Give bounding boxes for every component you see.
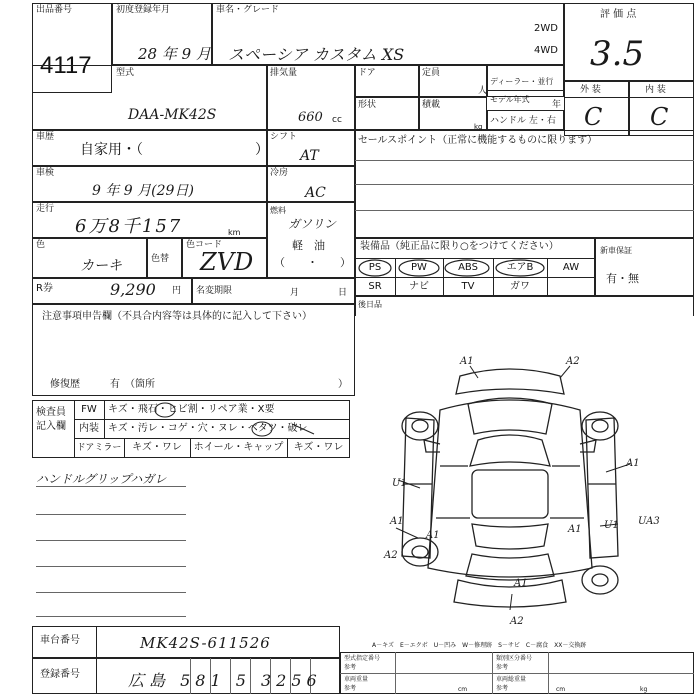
equip-pw: PW — [411, 262, 427, 273]
disp-label: 排気量 — [270, 68, 298, 78]
mark-front-right: A2 — [566, 356, 580, 367]
color-code-value: ZVD — [200, 248, 254, 276]
mark-left-a1: A1 — [390, 516, 404, 527]
damage-leaders — [396, 366, 630, 610]
mileage-unit: km — [228, 228, 241, 237]
fuel-bracket: （ ・ ） — [274, 256, 351, 269]
ext-label: 外 装 — [580, 85, 601, 95]
equip-aw: AW — [562, 262, 580, 273]
chassis-label: 車台番号 — [40, 635, 80, 646]
cap-label: 定員 — [422, 68, 441, 78]
equip-sr: SR — [368, 281, 382, 292]
disp-value: 660 — [298, 110, 323, 125]
inspector-label-2: 記入欄 — [36, 421, 66, 432]
inspector-interior-items: キズ・汚レ・コゲ・穴・ヌレ・ベタツ・破レ — [108, 423, 308, 434]
recycle-label: R券 — [36, 283, 53, 294]
int-value: C — [650, 103, 669, 131]
expiry-label: 名変期限 — [196, 286, 233, 296]
inspector-wheel: ホイール・キャップ — [193, 442, 284, 453]
mark-left-lower: A1 — [426, 530, 440, 541]
inspector-marks — [32, 400, 350, 458]
car-outline — [402, 369, 618, 607]
form-unit-cm-2: cm — [556, 686, 566, 693]
inspector-fw: FW — [81, 404, 97, 415]
door-label: ドア — [358, 68, 376, 78]
mark-left-wheel: A2 — [384, 550, 398, 561]
inspector-mirror-items: キズ・ワレ — [132, 442, 182, 453]
repair-label: 修復歴 — [50, 379, 80, 390]
mark-right-u1: U1 — [604, 520, 619, 531]
shape-label: 形状 — [358, 100, 377, 110]
cool-value: AC — [305, 185, 326, 201]
mark-right-a1: A1 — [626, 458, 640, 469]
inspector-interior: 内装 — [79, 423, 99, 434]
car-damage-diagram — [360, 348, 700, 626]
load-label: 積載 — [422, 100, 441, 110]
load-unit: kg — [474, 123, 483, 131]
drive-4wd: 4WD — [534, 45, 558, 56]
notes-label: 注意事項申告欄（不具合内容等は具体的に記入して下さい） — [42, 311, 312, 322]
reg-label: 登録番号 — [40, 669, 80, 680]
inspection-value: 9 年 9 月(29日) — [92, 183, 194, 199]
history-value: 自家用・（ ） — [80, 142, 269, 158]
equip-navi: ナビ — [409, 281, 429, 292]
repair-close: ） — [338, 379, 348, 390]
handle-label: ハンドル 左・右 — [490, 116, 556, 126]
after-label: 後日品 — [358, 300, 382, 309]
first-reg-value: 28 年 9 月 — [138, 45, 211, 63]
form-label-3: 車両重量 — [344, 676, 369, 683]
mark-rear-a1: A1 — [514, 578, 528, 589]
equip-abs: ABS — [458, 262, 478, 273]
type-label: 型式 — [116, 68, 135, 78]
equipment-grid — [355, 258, 595, 296]
drive-2wd: 2WD — [534, 23, 558, 34]
dealer-label: ディーラー・並行 — [490, 77, 554, 86]
equipment-label: 装備品（純正品に限り○をつけてください） — [360, 241, 559, 252]
model-year-label: モデル年式 — [490, 95, 530, 104]
reg-value: 広島 581 5 3256 — [128, 671, 322, 690]
equipment-circles — [355, 258, 595, 296]
score-value: 3.5 — [590, 34, 645, 74]
int-label: 内 装 — [645, 85, 666, 95]
warranty-value: 有・無 — [606, 272, 639, 285]
mileage-value: 6万8千157 — [75, 216, 183, 237]
fuel-label: 燃料 — [270, 206, 286, 215]
shift-value: AT — [300, 148, 319, 164]
light-oil-label: 軽 油 — [292, 239, 325, 252]
equip-gawa: ガワ — [510, 281, 530, 292]
inspector-table — [32, 400, 350, 458]
type-value: DAA-MK42S — [128, 107, 217, 123]
first-reg-label: 初度登録年月 — [116, 5, 171, 15]
inspector-label-1: 検査員 — [36, 407, 66, 418]
inspector-mirror: ドアミラー — [76, 443, 122, 453]
form-ref-3: 参考 — [344, 685, 357, 692]
name-label: 車名・グレード — [216, 5, 280, 15]
cap-unit: 人 — [478, 86, 488, 96]
history-label: 車歴 — [36, 132, 55, 142]
inspector-wheel-items: キズ・ワレ — [293, 442, 344, 453]
lot-number: 4117 — [40, 52, 92, 79]
recycle-unit: 円 — [172, 286, 182, 296]
color-value: カーキ — [80, 258, 122, 274]
model-year-unit: 年 — [552, 100, 562, 110]
form-ref-1: 参考 — [344, 664, 357, 671]
expiry-month: 月 — [290, 288, 300, 298]
repair-value: 有 （箇所 — [110, 379, 155, 390]
form-label-1: 型式指定番号 — [344, 655, 381, 662]
mark-left-u1: U1 — [392, 478, 407, 489]
ext-value: C — [584, 103, 603, 131]
form-unit-cm-1: cm — [458, 686, 468, 693]
equip-airbag: エアB — [506, 262, 534, 273]
name-value: スペーシア カスタム XS — [228, 45, 405, 64]
recycle-value: 9,290 — [110, 280, 156, 299]
form-label-4: 車両総重量 — [496, 676, 527, 683]
equip-tv: TV — [461, 281, 475, 292]
handwritten-note: ハンドルグリップハガレ — [36, 472, 167, 486]
color-change-label: 色替 — [151, 254, 170, 264]
damage-legend: A－キズ E－エクボ U－凹み W－修理跡 S－サビ C－腐食 XX－交換跡 — [372, 642, 587, 649]
mark-right-ua3: UA3 — [638, 516, 660, 527]
score-label: 評 価 点 — [600, 9, 637, 20]
warranty-label: 新車保証 — [600, 246, 632, 255]
lot-label: 出品番号 — [36, 5, 73, 15]
form-unit-kg: kg — [640, 686, 648, 693]
color-label: 色 — [36, 240, 46, 250]
chassis-value: MK42S-611526 — [140, 634, 271, 652]
disp-unit: cc — [332, 115, 342, 125]
expiry-day: 日 — [338, 288, 348, 298]
inspector-fw-items: キズ・飛石・ヒビ割・リペア業・X要 — [108, 404, 275, 415]
equip-ps: PS — [368, 262, 382, 273]
mark-rear-a2: A2 — [510, 616, 524, 627]
form-ref-4: 参考 — [496, 685, 509, 692]
after-box — [355, 296, 694, 316]
mark-right-mid: A1 — [568, 524, 582, 535]
cool-label: 冷房 — [270, 168, 289, 178]
form-ref-2: 参考 — [496, 664, 509, 671]
mileage-label: 走行 — [36, 204, 55, 214]
shift-label: シフト — [270, 132, 298, 142]
sales-point-label: セールスポイント（正常に機能するものに限ります） — [358, 135, 598, 146]
form-label-2: 類別区分番号 — [496, 655, 533, 662]
fuel-value: ガソリン — [288, 217, 337, 231]
color-code-label: 色コード — [186, 240, 223, 250]
mark-front-left: A1 — [460, 356, 474, 367]
inspection-label: 車検 — [36, 168, 55, 178]
